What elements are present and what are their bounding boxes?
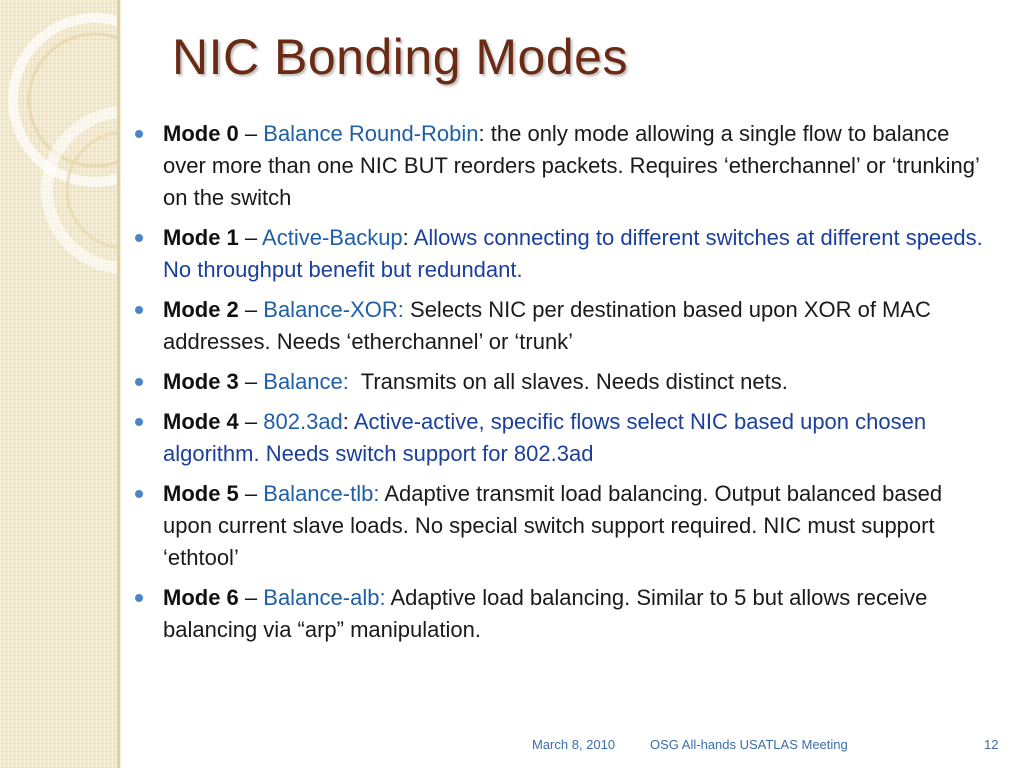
mode-separator: : [342, 409, 354, 434]
mode-description: Selects NIC per destination based upon XOR of MAC addresses. Needs ‘etherchannel’ or ‘trunk’ [163, 297, 931, 354]
mode-name: Balance-tlb: [263, 481, 380, 506]
mode-description: the only mode allowing a single flow to balance over more than one NIC BUT reorders packets. Requires ‘etherchannel’ or ‘trunking’ on the switch [163, 121, 980, 210]
mode-name: Balance-XOR: [263, 297, 404, 322]
mode-separator [349, 369, 361, 394]
mode-dash: – [238, 585, 264, 610]
mode-name: Active-Backup [262, 225, 403, 250]
mode-separator: : [478, 121, 491, 146]
side-divider [117, 0, 121, 768]
mode-label: Mode 0 [163, 121, 239, 146]
mode-label: Mode 2 [163, 297, 239, 322]
mode-label: Mode 5 [163, 481, 239, 506]
bullet-dot-icon [135, 306, 143, 314]
bullet-mode-0 [134, 118, 994, 214]
mode-description: Transmits on all slaves. Needs distinct nets. [360, 369, 788, 394]
footer-page-number: 12 [984, 737, 999, 752]
footer-event: OSG All-hands USATLAS Meeting [650, 737, 848, 752]
mode-dash: – [238, 369, 264, 394]
decorative-rings-icon [0, 0, 117, 768]
bullet-mode-4 [134, 406, 994, 470]
slide-title: NIC Bonding Modes [172, 29, 628, 85]
bullet-dot-icon [135, 418, 143, 426]
bullet-mode-2 [134, 294, 994, 358]
mode-description: Adaptive transmit load balancing. Output balanced based upon current slave loads. No special switch support required. NIC must support ‘ethtool’ [163, 481, 943, 570]
mode-label: Mode 1 [163, 225, 239, 250]
mode-dash: – [238, 121, 264, 146]
bullet-mode-3 [134, 366, 994, 398]
mode-description-highlight: Active-active, specific flows select NIC based upon chosen algorithm. Needs switch support for 802.3ad [163, 409, 927, 466]
bullet-dot-icon [135, 130, 143, 138]
bullet-mode-1 [134, 222, 994, 286]
mode-dash: – [238, 409, 264, 434]
bullet-mode-6 [134, 582, 994, 646]
mode-label: Mode 3 [163, 369, 239, 394]
mode-label: Mode 6 [163, 585, 239, 610]
bullet-list [134, 118, 994, 654]
mode-description: Adaptive load balancing. Similar to 5 but allows receive balancing via “arp” manipulation. [163, 585, 928, 642]
mode-name: 802.3ad [263, 409, 343, 434]
mode-name: Balance-alb: [263, 585, 386, 610]
bullet-mode-5 [134, 478, 994, 574]
bullet-dot-icon [135, 234, 143, 242]
decorative-side-panel [0, 0, 117, 768]
mode-label: Mode 4 [163, 409, 239, 434]
mode-description-highlight: Allows connecting to different switches at different speeds. No throughput benefit but redundant. [163, 225, 983, 282]
mode-name: Balance: [263, 369, 349, 394]
mode-dash: – [238, 297, 264, 322]
footer-date: March 8, 2010 [532, 737, 616, 752]
bullet-dot-icon [135, 490, 143, 498]
mode-separator: : [402, 225, 414, 250]
bullet-dot-icon [135, 594, 143, 602]
mode-dash: – [238, 225, 263, 250]
mode-dash: – [238, 481, 264, 506]
mode-name: Balance Round-Robin [263, 121, 479, 146]
bullet-dot-icon [135, 378, 143, 386]
